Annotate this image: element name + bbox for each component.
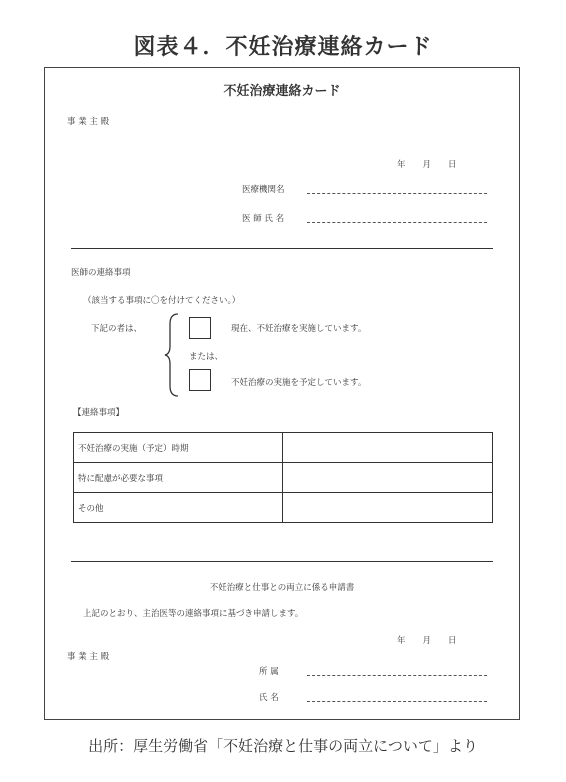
affiliation-field[interactable] xyxy=(307,675,487,676)
contact-card xyxy=(44,67,520,720)
subject-label: 下記の者は、 xyxy=(91,324,143,334)
divider-bottom xyxy=(71,561,493,562)
option-planned-text: 不妊治療の実施を予定しています。 xyxy=(231,378,367,388)
doctor-notes-heading: 医師の連絡事項 xyxy=(71,268,131,278)
application-title: 不妊治療と仕事との両立に係る申請書 xyxy=(209,583,355,593)
table-cell-label: その他 xyxy=(74,493,283,523)
table-cell-label: 不妊治療の実施（予定）時期 xyxy=(74,433,283,463)
employer-label-2: 事 業 主 殿 xyxy=(67,652,110,662)
name-label: 氏 名 xyxy=(259,693,279,703)
checkbox-current[interactable] xyxy=(189,317,211,339)
date-label-2: 年 月 日 xyxy=(397,636,457,646)
name-field[interactable] xyxy=(307,701,487,702)
figure-title: 図表４．不妊治療連絡カード xyxy=(133,35,433,60)
contact-items-table xyxy=(73,432,493,523)
checkbox-planned[interactable] xyxy=(189,369,211,391)
doctor-name-field[interactable] xyxy=(307,222,487,223)
table-cell-value[interactable] xyxy=(283,463,493,493)
date-label: 年 月 日 xyxy=(397,160,457,170)
table-cell-value[interactable] xyxy=(283,433,493,463)
option-current-text: 現在、不妊治療を実施しています。 xyxy=(231,324,367,334)
table-row xyxy=(74,433,493,463)
employer-label: 事 業 主 殿 xyxy=(67,117,110,127)
or-label: または、 xyxy=(189,352,224,362)
contact-items-heading: 【連絡事項】 xyxy=(73,408,125,418)
divider-top xyxy=(71,248,493,249)
table-cell-value[interactable] xyxy=(283,493,493,523)
medical-institution-label: 医療機関名 xyxy=(242,185,285,195)
source-caption: 出所：厚生労働省「不妊治療と仕事の両立について」より xyxy=(88,737,478,755)
table-cell-label: 特に配慮が必要な事項 xyxy=(74,463,283,493)
instruction-text: （該当する事項に〇を付けてください。） xyxy=(83,296,241,306)
medical-institution-field[interactable] xyxy=(307,193,487,194)
doctor-name-label: 医 師 氏 名 xyxy=(242,214,285,224)
application-text: 上記のとおり、主治医等の連絡事項に基づき申請します。 xyxy=(83,609,304,619)
card-title: 不妊治療連絡カード xyxy=(223,84,341,99)
brace-icon xyxy=(163,312,181,398)
table-row xyxy=(74,493,493,523)
table-row xyxy=(74,463,493,493)
affiliation-label: 所 属 xyxy=(259,667,279,677)
